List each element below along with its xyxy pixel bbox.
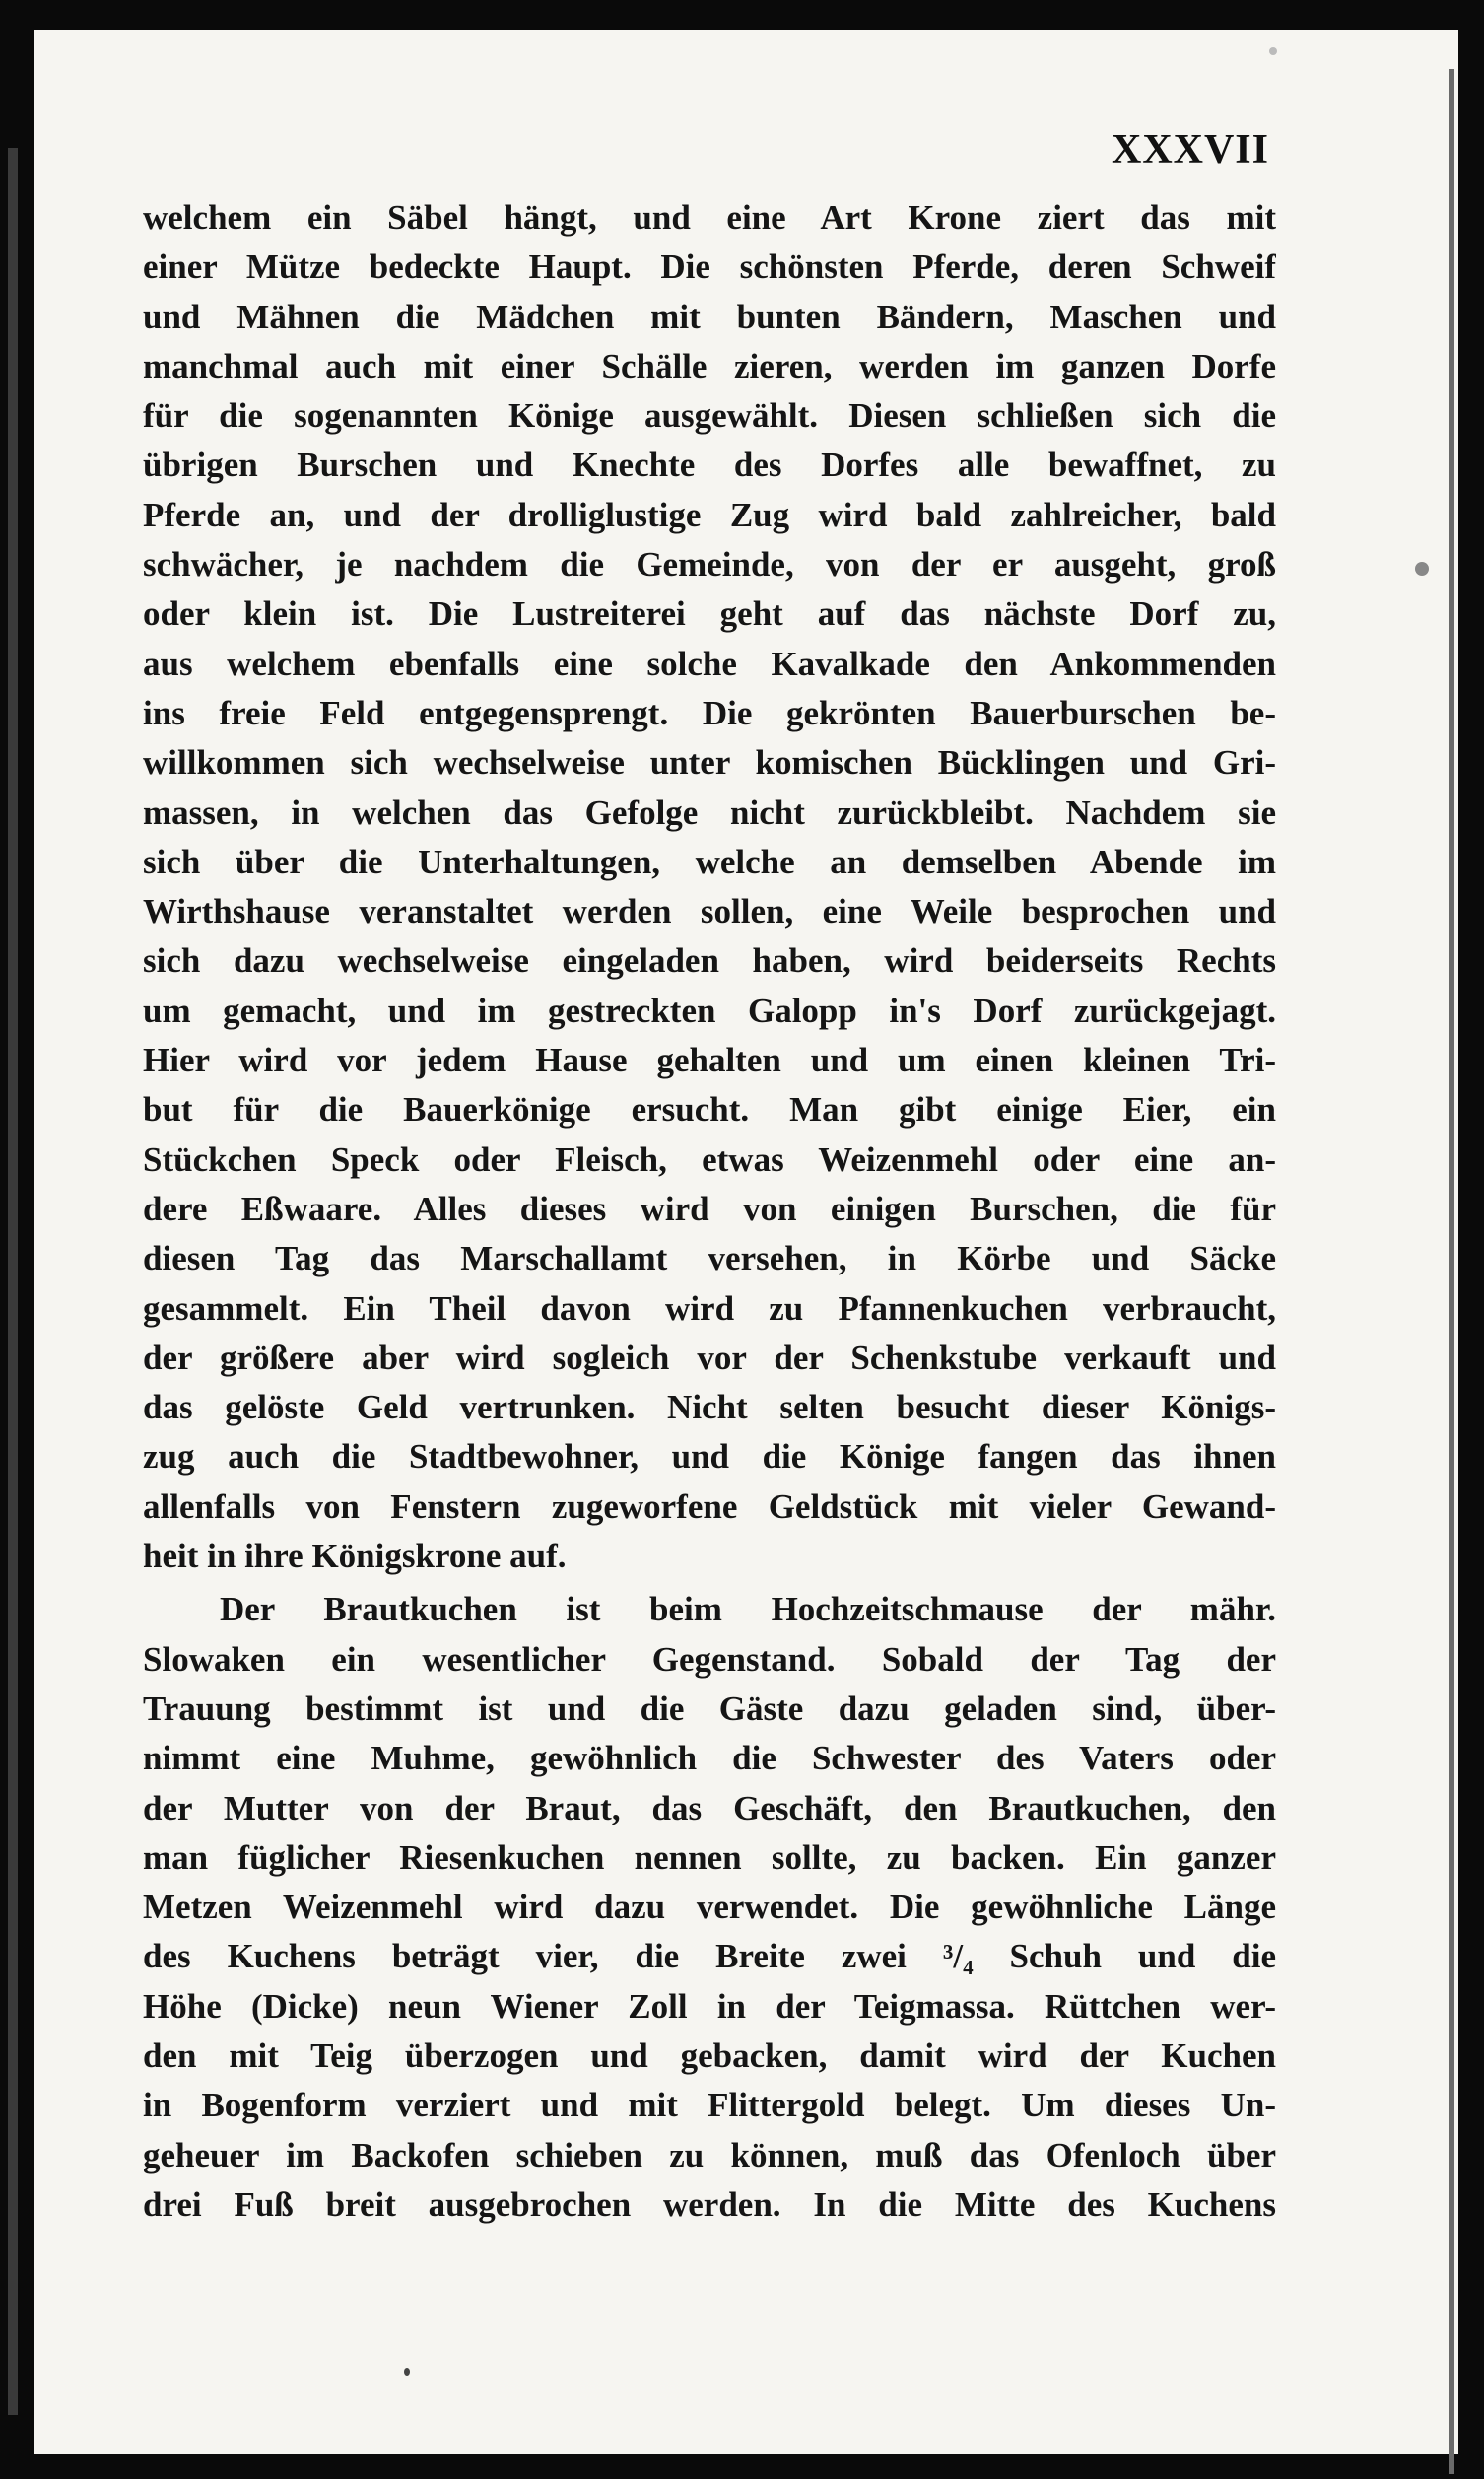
text-line: heit in ihre Königskrone auf. xyxy=(143,1537,567,1576)
text-line: oder klein ist. Die Lustreiterei geht auf das nächste Dorf zu, xyxy=(143,594,1276,634)
body-text xyxy=(143,193,1276,2230)
text-line: und Mähnen die Mädchen mit bunten Bändern, Maschen und xyxy=(143,297,1276,336)
text-line: Stückchen Speck oder Fleisch, etwas Weizenmehl oder eine an- xyxy=(143,1139,1276,1179)
text-line: but für die Bauerkönige ersucht. Man gibt einige Eier, ein xyxy=(143,1090,1276,1130)
text-line: drei Fuß breit ausgebrochen werden. In die Mitte des Kuchens xyxy=(143,2184,1276,2224)
text-line: Höhe (Dicke) neun Wiener Zoll in der Teigmassa. Rüttchen wer- xyxy=(143,1986,1276,2026)
text-line: der größere aber wird sogleich vor der Schenkstube verkauft und xyxy=(143,1338,1276,1377)
text-line: massen, in welchen das Gefolge nicht zurückbleibt. Nachdem sie xyxy=(143,792,1276,832)
text-line: der Mutter von der Braut, das Geschäft, den Brautkuchen, den xyxy=(143,1788,1276,1827)
text-line: Slowaken ein wesentlicher Gegenstand. Sobald der Tag der xyxy=(143,1639,1276,1679)
text-line: allenfalls von Fenstern zugeworfene Geldstück mit vieler Gewand- xyxy=(143,1486,1276,1526)
paragraph-1 xyxy=(143,193,1276,1581)
text-line: welchem ein Säbel hängt, und eine Art Krone ziert das mit xyxy=(143,198,1276,237)
text-line: Pferde an, und der drolliglustige Zug wird bald zahlreicher, bald xyxy=(143,495,1276,534)
text-line: nimmt eine Muhme, gewöhnlich die Schwester des Vaters oder xyxy=(143,1739,1276,1778)
text-line: Hier wird vor jedem Hause gehalten und um einen kleinen Tri- xyxy=(143,1041,1276,1080)
binding-edge xyxy=(8,148,18,2415)
paper-speck xyxy=(1269,47,1277,55)
text-line: zug auch die Stadtbewohner, und die Könige fangen das ihnen xyxy=(143,1437,1276,1477)
text-line: sich über die Unterhaltungen, welche an demselben Abende im xyxy=(143,842,1276,881)
text-line: schwächer, je nachdem die Gemeinde, von der er ausgeht, groß xyxy=(143,545,1276,585)
text-line: dere Eßwaare. Alles dieses wird von einigen Burschen, die für xyxy=(143,1189,1276,1228)
paper-speck xyxy=(1415,562,1429,576)
text-line: in Bogenform verziert und mit Flittergold belegt. Um dieses Un- xyxy=(143,2086,1276,2125)
text-line: willkommen sich wechselweise unter komischen Bücklingen und Gri- xyxy=(143,743,1276,783)
text-line: manchmal auch mit einer Schälle zieren, werden im ganzen Dorfe xyxy=(143,346,1276,385)
text-line: des Kuchens beträgt vier, die Breite zwei ³/₄ Schuh und die xyxy=(143,1937,1276,1976)
text-line: sich dazu wechselweise eingeladen haben, wird beiderseits Rechts xyxy=(143,941,1276,981)
text-line: Wirthshause veranstaltet werden sollen, eine Weile besprochen und xyxy=(143,892,1276,931)
text-line: um gemacht, und im gestreckten Galopp in's Dorf zurückgejagt. xyxy=(143,991,1276,1030)
text-line: geheuer im Backofen schieben zu können, muß das Ofenloch über xyxy=(143,2135,1276,2174)
text-line: das gelöste Geld vertrunken. Nicht selten besucht dieser Königs- xyxy=(143,1388,1276,1427)
text-line: für die sogenannten Könige ausgewählt. Diesen schließen sich die xyxy=(143,396,1276,436)
text-line: übrigen Burschen und Knechte des Dorfes alle bewaffnet, zu xyxy=(143,446,1276,485)
text-line: aus welchem ebenfalls eine solche Kavalkade den Ankommenden xyxy=(143,644,1276,683)
text-line: diesen Tag das Marschallamt versehen, in Körbe und Säcke xyxy=(143,1239,1276,1278)
paper-speck xyxy=(404,2368,410,2376)
text-line: Der Brautkuchen ist beim Hochzeitschmause der mähr. xyxy=(220,1590,1276,1629)
text-line: einer Mütze bedeckte Haupt. Die schönsten Pferde, deren Schweif xyxy=(143,247,1276,287)
text-line: Metzen Weizenmehl wird dazu verwendet. Die gewöhnliche Länge xyxy=(143,1888,1276,1927)
text-line: gesammelt. Ein Theil davon wird zu Pfannenkuchen verbraucht, xyxy=(143,1288,1276,1328)
text-line: den mit Teig überzogen und gebacken, damit wird der Kuchen xyxy=(143,2035,1276,2075)
text-line: man füglicher Riesenkuchen nennen sollte, zu backen. Ein ganzer xyxy=(143,1837,1276,1877)
text-line: Trauung bestimmt ist und die Gäste dazu geladen sind, über- xyxy=(143,1688,1276,1728)
text-line: ins freie Feld entgegensprengt. Die gekrönten Bauerburschen be- xyxy=(143,693,1276,732)
page-edge-shadow xyxy=(1449,69,1454,2474)
paragraph-2 xyxy=(143,1585,1276,2230)
page-number: XXXVII xyxy=(1111,127,1269,172)
